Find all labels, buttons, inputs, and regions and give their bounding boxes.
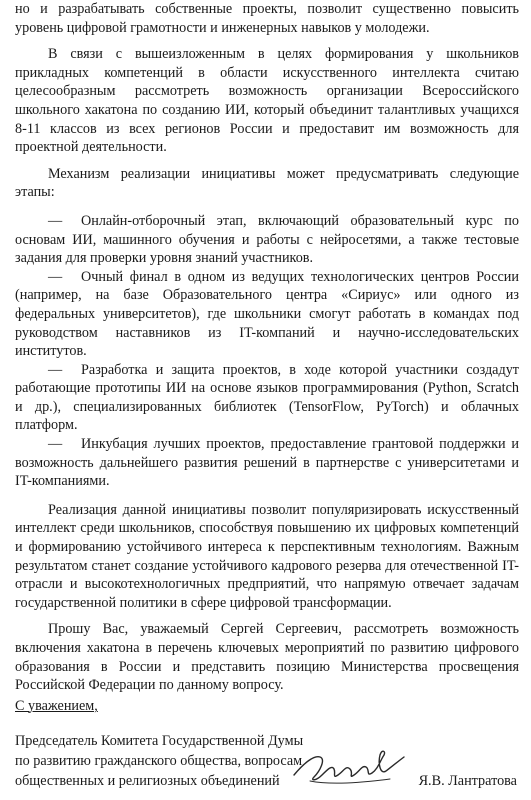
- paragraph-request: Прошу Вас, уважаемый Сергей Сергеевич, рассмотреть возможность включения хакатона в перечень ключевых мероприятий по развитию цифрового образования в России и представить позицию Министерства просвещения Российской Федерации по данному вопросу.: [15, 621, 519, 694]
- list-dash: —: [48, 361, 63, 378]
- list-dash: —: [48, 268, 63, 285]
- list-item: [15, 268, 519, 361]
- signer-name: Я.В. Лантратова: [418, 773, 517, 789]
- list-dash: —: [48, 212, 63, 229]
- list-dash: —: [48, 436, 63, 453]
- list-item-text: Инкубация лучших проектов, предоставление грантовой поддержки и возможность дальнейшего развития решений в партнерстве с университетами и IT-компаниями.: [15, 436, 519, 490]
- paragraph-benefits: Реализация данной инициативы позволит популяризировать искусственный интеллект среди школьников, способствуя повышению их цифровых компетенций и формированию устойчивого интереса к перспективным технологиям. Важным результатом станет создание устойчивого кадрового резерва для отечественной IT-отрасли и высокотехнологичных предприятий, что напрямую отвечает задачам государственной политики в сфере цифровой трансформации.: [15, 501, 519, 611]
- signer-title-line: по развитию гражданского общества, вопросам: [15, 753, 303, 769]
- paragraph-mechanism-intro: Механизм реализации инициативы может предусматривать следующие этапы:: [15, 165, 519, 201]
- list-item: [15, 361, 519, 435]
- stages-list: [15, 212, 519, 491]
- paragraph-continuation: но и разрабатывать собственные проекты, позволит существенно повысить уровень цифровой грамотности и инженерных навыков у молодежи.: [15, 1, 519, 36]
- signer-title-line: общественных и религиозных объединений: [15, 773, 280, 789]
- list-item: [15, 212, 519, 268]
- paragraph-proposal: В связи с вышеизложенным в целях формирования у школьников прикладных компетенций в области искусственного интеллекта считаю целесообразным рассмотреть возможность организации Всероссийского школьного хакатона по созданию ИИ, который объединит талантливых учащихся 8-11 классов из всех регионов России и предоставит им возможность для проектной деятельности.: [15, 46, 519, 156]
- list-item-text: Разработка и защита проектов, в ходе которой участники создадут работающие прототипы ИИ на основе языков программирования (Python, Scratch и др.), специализированных библиотек (TensorFlow, PyTorch) и облачных платформ.: [15, 361, 519, 434]
- signer-title: [15, 731, 303, 791]
- list-item-text: Онлайн-отборочный этап, включающий образовательный курс по основам ИИ, машинного обучения и работы с нейросетями, а также тестовые задания для проверки уровня знаний участников.: [15, 212, 519, 267]
- list-item: [15, 435, 519, 491]
- signer-title-line: Председатель Комитета Государственной Думы: [15, 733, 304, 749]
- signoff: С уважением,: [15, 698, 98, 714]
- handwritten-signature: [290, 735, 410, 795]
- list-item-text: Очный финал в одном из ведущих технологических центров России (например, на базе Образовательного центра «Сириус» или одного из федеральных университетов), где школьники смогут работать в командах под руководством наставников из IT-компаний и научно-исследовательских институтов.: [15, 268, 519, 360]
